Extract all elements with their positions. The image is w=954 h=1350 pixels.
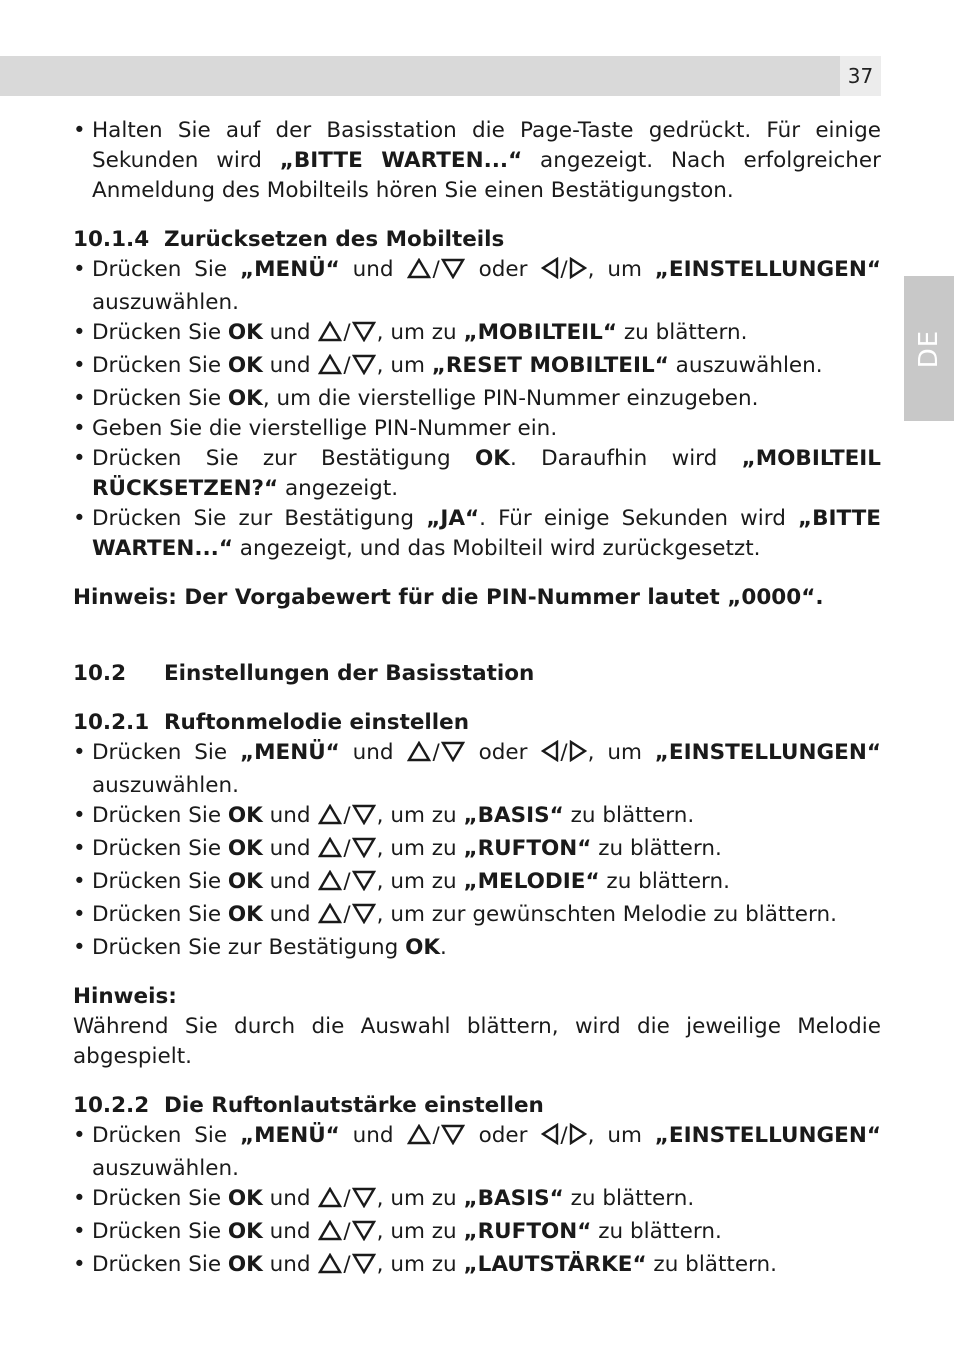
left-arrow-icon — [541, 740, 559, 771]
down-arrow-icon — [352, 903, 376, 933]
right-arrow-icon — [569, 1123, 587, 1154]
down-arrow-icon — [441, 258, 465, 288]
up-arrow-icon — [318, 903, 342, 933]
up-arrow-icon — [407, 258, 431, 288]
down-arrow-icon — [352, 1253, 376, 1283]
header-bar — [0, 56, 881, 96]
note-text: Während Sie durch die Auswahl blättern, wird die jeweilige Melodie abgespielt. — [73, 1014, 881, 1069]
up-arrow-icon — [407, 741, 431, 771]
section-heading-10-1-4: 10.1.4 Zurücksetzen des Mobilteils — [73, 227, 505, 252]
list-item: • Drücken Sie OK und / , um zu „LAUTSTÄRKE“ zu blättern. — [73, 1250, 881, 1283]
left-arrow-icon — [541, 257, 559, 288]
list-item: • Drücken Sie OK und / , um zu „MELODIE“ zu blättern. — [73, 867, 881, 900]
down-arrow-icon — [441, 1124, 465, 1154]
intro-bullet: • Halten Sie auf der Basisstation die Page-Taste gedrückt. Für einige Sekunden wird „BITTE WARTEN...“ angezeigt. Nach erfolgreicher Anmeldung des Mobilteils hören Sie einen Bestätigungston. — [73, 116, 881, 206]
section-heading-10-2-1: 10.2.1 Ruftonmelodie einstellen — [73, 710, 470, 735]
list-item: • Drücken Sie OK und / , um zu „MOBILTEIL“ zu blättern. — [73, 318, 881, 351]
up-arrow-icon — [318, 1253, 342, 1283]
list-item: • Drücken Sie „MENÜ“ und / oder / , um „EINSTELLUNGEN“ auszuwählen. — [73, 255, 881, 318]
list-item: • Drücken Sie OK und / , um „RESET MOBILTEIL“ auszuwählen. — [73, 351, 881, 384]
right-arrow-icon — [569, 257, 587, 288]
list-item: • Drücken Sie „MENÜ“ und / oder / , um „EINSTELLUNGEN“ auszuwählen. — [73, 1121, 881, 1184]
list-item: • Drücken Sie zur Bestätigung „JA“. Für einige Sekunden wird „BITTE WARTEN...“ angezeigt, und das Mobilteil wird zurückgesetzt. — [73, 504, 881, 564]
down-arrow-icon — [352, 1187, 376, 1217]
note-title: Hinweis: — [73, 984, 177, 1009]
up-arrow-icon — [318, 1187, 342, 1217]
up-arrow-icon — [318, 804, 342, 834]
up-arrow-icon — [318, 354, 342, 384]
down-arrow-icon — [352, 870, 376, 900]
up-arrow-icon — [318, 321, 342, 351]
down-arrow-icon — [352, 1220, 376, 1250]
section-heading-10-2-2: 10.2.2 Die Ruftonlautstärke einstellen — [73, 1093, 544, 1118]
list-item: • Drücken Sie OK und / , um zur gewünschten Melodie zu blättern. — [73, 900, 881, 933]
list-item: • Geben Sie die vierstellige PIN-Nummer ein. — [73, 414, 881, 444]
up-arrow-icon — [318, 870, 342, 900]
note-pin-default: Hinweis: Der Vorgabewert für die PIN-Nummer lautet „0000“. — [73, 585, 824, 610]
list-item: • Drücken Sie „MENÜ“ und / oder / , um „EINSTELLUNGEN“ auszuwählen. — [73, 738, 881, 801]
up-arrow-icon — [407, 1124, 431, 1154]
list-item: • Drücken Sie zur Bestätigung OK. Daraufhin wird „MOBILTEIL RÜCKSETZEN?“ angezeigt. — [73, 444, 881, 504]
down-arrow-icon — [352, 804, 376, 834]
list-item: • Drücken Sie OK und / , um zu „RUFTON“ zu blättern. — [73, 834, 881, 867]
list-item: • Drücken Sie zur Bestätigung OK. — [73, 933, 881, 963]
up-arrow-icon — [318, 1220, 342, 1250]
down-arrow-icon — [441, 741, 465, 771]
section-heading-10-2: 10.2 Einstellungen der Basisstation — [73, 661, 535, 686]
down-arrow-icon — [352, 837, 376, 867]
down-arrow-icon — [352, 321, 376, 351]
right-arrow-icon — [569, 740, 587, 771]
language-tab-label: DE — [914, 329, 944, 368]
list-item: • Drücken Sie OK und / , um zu „BASIS“ zu blättern. — [73, 801, 881, 834]
list-item: • Drücken Sie OK und / , um zu „BASIS“ zu blättern. — [73, 1184, 881, 1217]
page-number: 37 — [840, 56, 881, 96]
left-arrow-icon — [541, 1123, 559, 1154]
page-content — [73, 116, 881, 1283]
language-tab — [904, 276, 954, 421]
list-item: • Drücken Sie OK, um die vierstellige PIN-Nummer einzugeben. — [73, 384, 881, 414]
up-arrow-icon — [318, 837, 342, 867]
down-arrow-icon — [352, 354, 376, 384]
list-item: • Drücken Sie OK und / , um zu „RUFTON“ zu blättern. — [73, 1217, 881, 1250]
